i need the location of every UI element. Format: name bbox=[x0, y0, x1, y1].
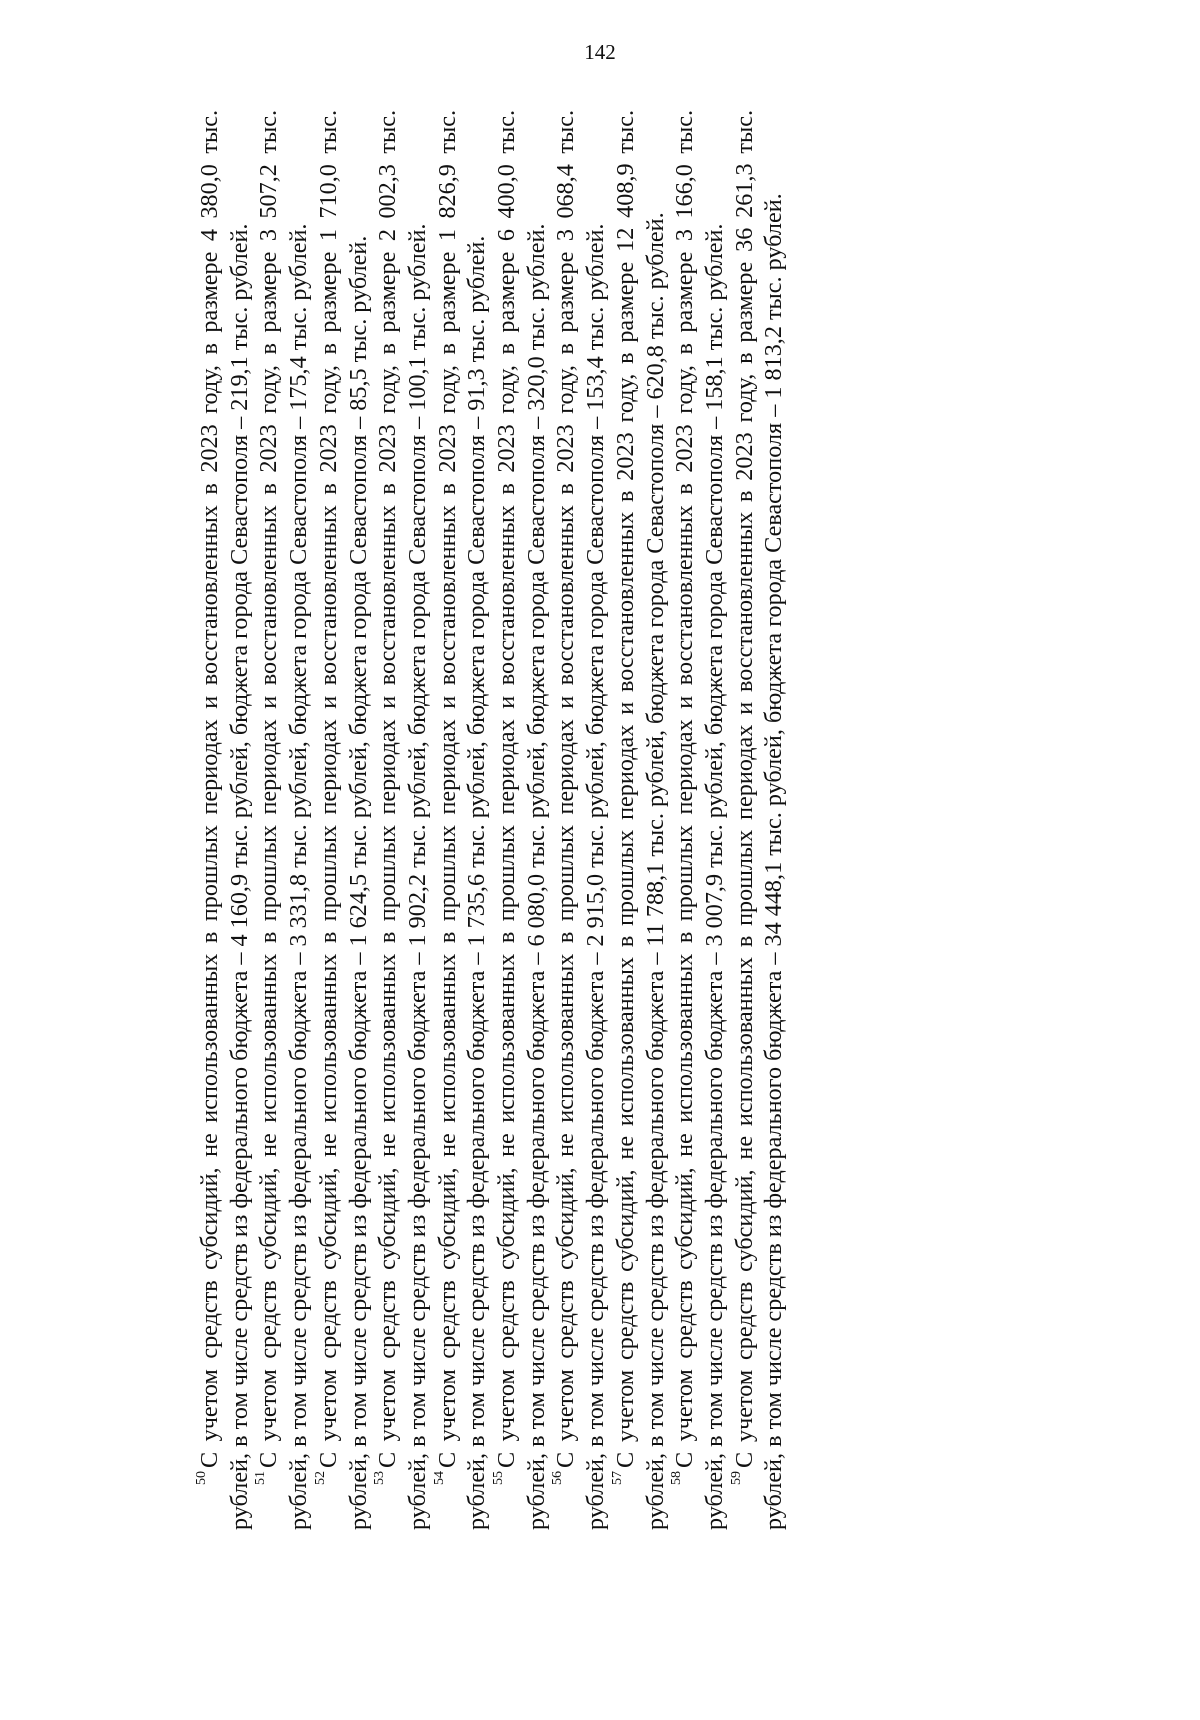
footnote-text-line1: С учетом средств субсидий, не использованных в прошлых периодах и восстановленных в 2023 году, в размере bbox=[552, 251, 580, 1468]
footnote-number: 53 bbox=[372, 1471, 388, 1485]
footnote-number: 57 bbox=[609, 1471, 625, 1485]
footnote-text-line1: С учетом средств субсидий, не использованных в прошлых периодах и восстановленных в 2023 году, в размере bbox=[671, 251, 699, 1468]
footnote-text-line2: 2 002,3 тыс. рублей, в том числе средств из федерального бюджета – 1 902,2 тыс. рублей, бюджета города Севастополя – bbox=[374, 109, 431, 1530]
footnote-number: 58 bbox=[669, 1471, 685, 1485]
footnote-text-line2: 1 710,0 тыс. рублей, в том числе средств из федерального бюджета – 1 624,5 тыс. рублей, бюджета города Севастополя – bbox=[314, 109, 372, 1530]
footnote-number: 54 bbox=[431, 1471, 447, 1485]
footnote-text-line3: – 620,8 тыс. рублей. bbox=[641, 212, 669, 418]
footnote-54 bbox=[433, 110, 492, 1530]
footnote-51 bbox=[254, 110, 313, 1530]
footnote-text-line1: С учетом средств субсидий, не использованных в прошлых периодах и восстановленных в 2023 году, в размере bbox=[611, 261, 639, 1468]
footnote-text-line3: 100,1 тыс. рублей. bbox=[403, 223, 431, 411]
footnote-number: 56 bbox=[550, 1471, 566, 1485]
footnote-number: 59 bbox=[728, 1471, 744, 1485]
footnote-55 bbox=[492, 110, 551, 1530]
footnote-text-line1: С учетом средств субсидий, не использованных в прошлых периодах и восстановленных в 2023 году, в размере bbox=[493, 251, 521, 1468]
footnote-text-line2: 12 408,9 тыс. рублей, в том числе средств из федерального бюджета – 11 788,1 тыс. рублей, бюджета города Севастополя bbox=[611, 109, 669, 1530]
footnote-text-line2: 3 507,2 тыс. рублей, в том числе средств из федерального бюджета – 3 331,8 тыс. рублей, бюджета города Севастополя – bbox=[255, 109, 313, 1530]
footnote-text-line3: 219,1 тыс. рублей. bbox=[225, 223, 253, 411]
footnote-number: 52 bbox=[312, 1471, 328, 1485]
footnote-text-line2: 3 166,0 тыс. рублей, в том числе средств из федерального бюджета – 3 007,9 тыс. рублей, бюджета города Севастополя – bbox=[671, 109, 728, 1530]
footnote-number: 55 bbox=[490, 1471, 506, 1485]
footnote-number: 51 bbox=[253, 1471, 269, 1485]
footnote-text-line3: 85,5 тыс. рублей. bbox=[344, 235, 372, 411]
footnote-text-line3: – 1 813,2 тыс. рублей. bbox=[760, 193, 788, 417]
footnote-number: 50 bbox=[193, 1471, 209, 1485]
footnote-53 bbox=[373, 110, 432, 1530]
footnote-text-line1: С учетом средств субсидий, не использованных в прошлых периодах и восстановленных в 2023 году, в размере bbox=[314, 251, 342, 1468]
footnote-text-line3: 158,1 тыс. рублей. bbox=[700, 223, 728, 411]
footnote-57 bbox=[611, 110, 670, 1530]
footnote-text-line2: 6 400,0 тыс. рублей, в том числе средств из федерального бюджета – 6 080,0 тыс. рублей, бюджета города Севастополя – bbox=[493, 109, 550, 1530]
footnote-text-line1: С учетом средств субсидий, не использованных в прошлых периодах и восстановленных в 2023 году, в размере bbox=[730, 261, 758, 1468]
footnotes-list bbox=[195, 110, 789, 1530]
footnote-52 bbox=[314, 110, 373, 1530]
footnote-56 bbox=[551, 110, 610, 1530]
footnote-text-line3: 153,4 тыс. рублей. bbox=[582, 223, 610, 411]
footnote-text-line1: С учетом средств субсидий, не использованных в прошлых периодах и восстановленных в 2023 году, в размере bbox=[255, 251, 283, 1468]
footnote-text-line3: 320,0 тыс. рублей. bbox=[522, 223, 550, 411]
footnote-text-line1: С учетом средств субсидий, не использованных в прошлых периодах и восстановленных в 2023 году, в размере bbox=[196, 251, 223, 1468]
page-number: 142 bbox=[584, 40, 616, 64]
footnote-text-line2: 3 068,4 тыс. рублей, в том числе средств из федерального бюджета – 2 915,0 тыс. рублей, бюджета города Севастополя – bbox=[552, 109, 610, 1530]
footnote-text-line3: 175,4 тыс. рублей. bbox=[285, 223, 313, 411]
footnote-text-line3: 91,3 тыс. рублей. bbox=[463, 235, 491, 411]
footnote-text-line2: 36 261,3 тыс. рублей, в том числе средств из федерального бюджета – 34 448,1 тыс. рублей, бюджета города Севастополя bbox=[730, 109, 788, 1530]
rotated-footnotes-block bbox=[195, 110, 1075, 1530]
footnote-50 bbox=[195, 110, 254, 1530]
footnote-text-line1: С учетом средств субсидий, не использованных в прошлых периодах и восстановленных в 2023 году, в размере bbox=[374, 251, 402, 1468]
footnote-text-line1: С учетом средств субсидий, не использованных в прошлых периодах и восстановленных в 2023 году, в размере bbox=[433, 251, 461, 1468]
footnote-text-line2: 4 380,0 тыс. рублей, в том числе средств из федерального бюджета – 4 160,9 тыс. рублей, бюджета города Севастополя – bbox=[196, 109, 253, 1530]
footnote-text-line2: 1 826,9 тыс. рублей, в том числе средств из федерального бюджета – 1 735,6 тыс. рублей, бюджета города Севастополя – bbox=[433, 109, 491, 1530]
footnote-58 bbox=[670, 110, 729, 1530]
footnote-59 bbox=[730, 110, 789, 1530]
